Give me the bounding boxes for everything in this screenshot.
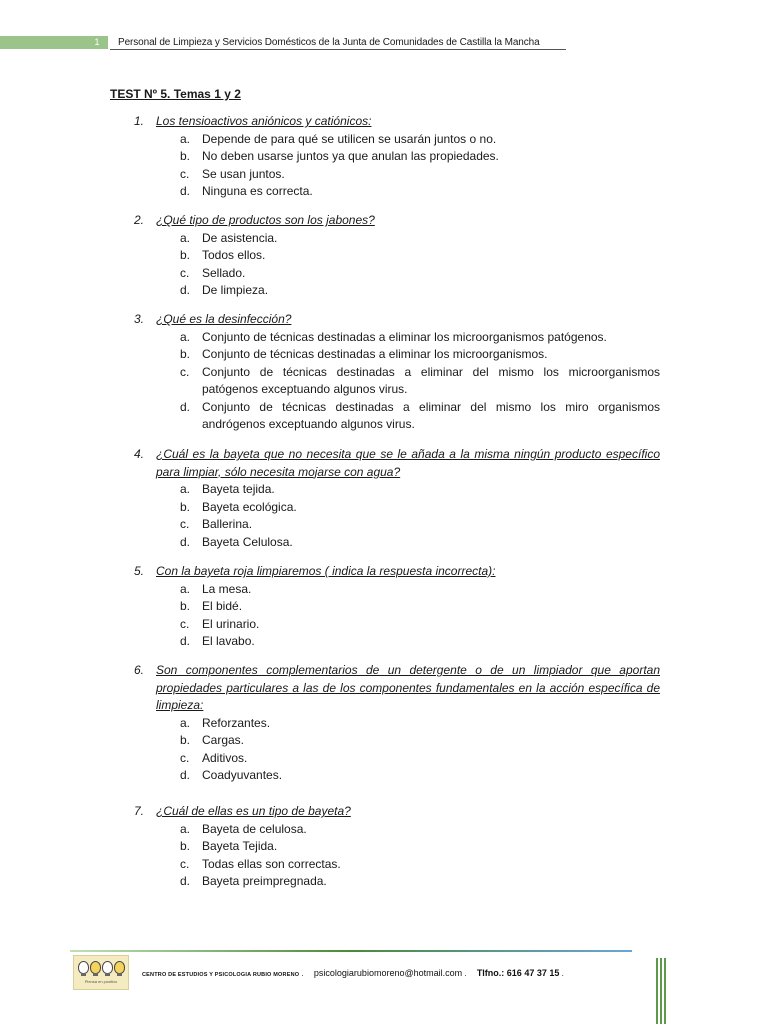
footer-contact: CENTRO DE ESTUDIOS Y PSICOLOGIA RUBIO MORENO . psicologiarubiomoreno@hotmail.com . Tlfno.: 616 47 37 15 . [142, 968, 564, 978]
answer-option [180, 131, 660, 149]
center-logo [73, 955, 129, 990]
options-list [180, 131, 660, 201]
option-letter: b. [180, 599, 191, 613]
options-list [180, 329, 660, 434]
options-list [180, 715, 660, 785]
question-number: 2. [134, 213, 145, 227]
option-letter: c. [180, 364, 190, 379]
answer-option [180, 750, 660, 768]
option-text: No deben usarse juntos ya que anulan las propiedades. [202, 149, 499, 163]
options-list [180, 821, 660, 891]
center-name: CENTRO DE ESTUDIOS Y PSICOLOGIA RUBIO MORENO [142, 972, 300, 978]
answer-option [180, 346, 660, 364]
answer-option [180, 856, 660, 874]
question-5 [110, 563, 660, 651]
option-text: Bayeta de celulosa. [202, 821, 307, 836]
option-letter: b. [180, 733, 191, 747]
option-text: De limpieza. [202, 283, 269, 297]
option-text: Bayeta tejida. [202, 482, 275, 496]
footer-bar [660, 958, 662, 1024]
option-letter: a. [180, 482, 191, 496]
option-letter: b. [180, 248, 191, 262]
question-number: 1. [134, 114, 145, 128]
footer-email: psicologiarubiomoreno@hotmail.com [313, 968, 463, 978]
answer-option [180, 481, 660, 499]
logo-tagline: Piensa en positivo [84, 979, 118, 984]
option-letter: a. [180, 230, 191, 245]
answer-option [180, 329, 660, 347]
question-4 [110, 446, 660, 551]
page-number: 1 [94, 37, 100, 47]
answer-option [180, 166, 660, 184]
option-text: Conjunto de técnicas destinadas a eliminar del mismo los microorganismos patógenos exceptuando algunos virus. [202, 364, 660, 396]
question-number: 4. [134, 447, 145, 461]
option-text: Conjunto de técnicas destinadas a eliminar del mismo los miro organismos andrógenos exceptuando algunos virus. [202, 399, 660, 431]
question-1 [110, 113, 660, 201]
option-text: La mesa. [202, 581, 252, 596]
option-letter: a. [180, 131, 191, 146]
option-letter: c. [180, 166, 190, 181]
answer-option [180, 265, 660, 283]
option-letter: d. [180, 283, 191, 297]
answer-option [180, 581, 660, 599]
option-letter: a. [180, 821, 191, 836]
question-text: ¿Qué es la desinfección? [156, 312, 292, 326]
option-text: Bayeta Tejida. [202, 839, 278, 853]
option-text: Cargas. [202, 733, 245, 747]
option-text: Conjunto de técnicas destinadas a eliminar los microorganismos patógenos. [202, 329, 607, 344]
answer-option [180, 732, 660, 750]
option-letter: c. [180, 750, 190, 765]
option-letter: c. [180, 616, 190, 631]
option-text: Bayeta preimpregnada. [202, 874, 327, 888]
option-letter: a. [180, 329, 191, 344]
test-title: TEST Nº 5. Temas 1 y 2 [110, 87, 241, 101]
answer-option [180, 230, 660, 248]
option-letter: d. [180, 399, 191, 414]
question-6 [110, 662, 660, 785]
options-list [180, 230, 660, 300]
question-2 [110, 212, 660, 300]
question-number: 7. [134, 804, 145, 818]
question-text: Los tensioactivos aniónicos y catiónicos: [156, 114, 372, 128]
question-text: Son componentes complementarios de un detergente o de un limpiador que aportan propiedades particulares a las de los componentes fundamentales en la acción específica de limpieza: [156, 663, 660, 712]
answer-option [180, 247, 660, 265]
option-letter: d. [180, 184, 191, 198]
option-text: Depende de para qué se utilicen se usarán juntos o no. [202, 131, 497, 146]
footer-phone: Tlfno.: 616 47 37 15 [476, 968, 560, 978]
question-number: 5. [134, 564, 145, 578]
answer-option [180, 838, 660, 856]
option-text: Ninguna es correcta. [202, 184, 313, 198]
answer-option [180, 633, 660, 651]
option-letter: c. [180, 517, 190, 531]
answer-option [180, 821, 660, 839]
question-number: 6. [134, 663, 145, 677]
question-7 [110, 803, 660, 891]
option-text: El lavabo. [202, 634, 255, 648]
options-list [180, 481, 660, 551]
option-text: Coadyuvantes. [202, 768, 283, 782]
option-text: El bidé. [202, 599, 243, 613]
answer-option [180, 148, 660, 166]
answer-option [180, 715, 660, 733]
answer-option [180, 499, 660, 517]
answer-option [180, 616, 660, 634]
header-title: Personal de Limpieza y Servicios Domésticos de la Junta de Comunidades de Castilla la Mancha [118, 37, 540, 48]
option-text: Sellado. [202, 265, 246, 280]
question-text: ¿Cuál de ellas es un tipo de bayeta? [156, 804, 351, 818]
answer-option [180, 183, 660, 201]
question-3 [110, 311, 660, 434]
option-letter: b. [180, 499, 191, 514]
footer-bar [664, 958, 666, 1024]
options-list [180, 581, 660, 651]
option-text: Ballerina. [202, 517, 253, 531]
answer-option [180, 873, 660, 891]
option-letter: a. [180, 581, 191, 596]
answer-option [180, 282, 660, 300]
option-letter: d. [180, 634, 191, 648]
option-letter: c. [180, 265, 190, 280]
option-text: Conjunto de técnicas destinadas a eliminar los microorganismos. [202, 347, 548, 361]
answer-option [180, 534, 660, 552]
option-text: Se usan juntos. [202, 166, 285, 181]
answer-option [180, 516, 660, 534]
option-letter: b. [180, 347, 191, 361]
option-text: Todas ellas son correctas. [202, 856, 341, 871]
question-text: ¿Cuál es la bayeta que no necesita que se le añada a la misma ningún producto específico para limpiar, sólo necesita mojarse con agua? [156, 447, 660, 479]
answer-option [180, 364, 660, 399]
option-letter: d. [180, 874, 191, 888]
option-letter: d. [180, 534, 191, 549]
question-number: 3. [134, 312, 145, 326]
question-text: ¿Qué tipo de productos son los jabones? [156, 213, 375, 227]
option-text: Reforzantes. [202, 715, 271, 730]
option-letter: c. [180, 856, 190, 871]
option-text: Bayeta ecológica. [202, 499, 297, 514]
option-text: De asistencia. [202, 230, 278, 245]
header-underline [110, 49, 566, 50]
answer-option [180, 767, 660, 785]
option-letter: d. [180, 768, 191, 782]
option-letter: b. [180, 149, 191, 163]
option-text: Bayeta Celulosa. [202, 534, 293, 549]
option-letter: a. [180, 715, 191, 730]
option-text: El urinario. [202, 616, 260, 631]
answer-option [180, 598, 660, 616]
answer-option [180, 399, 660, 434]
option-letter: b. [180, 839, 191, 853]
footer-bar [656, 958, 658, 1024]
question-text: Con la bayeta roja limpiaremos ( indica la respuesta incorrecta): [156, 564, 496, 578]
footer-divider [70, 950, 632, 952]
option-text: Todos ellos. [202, 248, 266, 262]
option-text: Aditivos. [202, 750, 248, 765]
